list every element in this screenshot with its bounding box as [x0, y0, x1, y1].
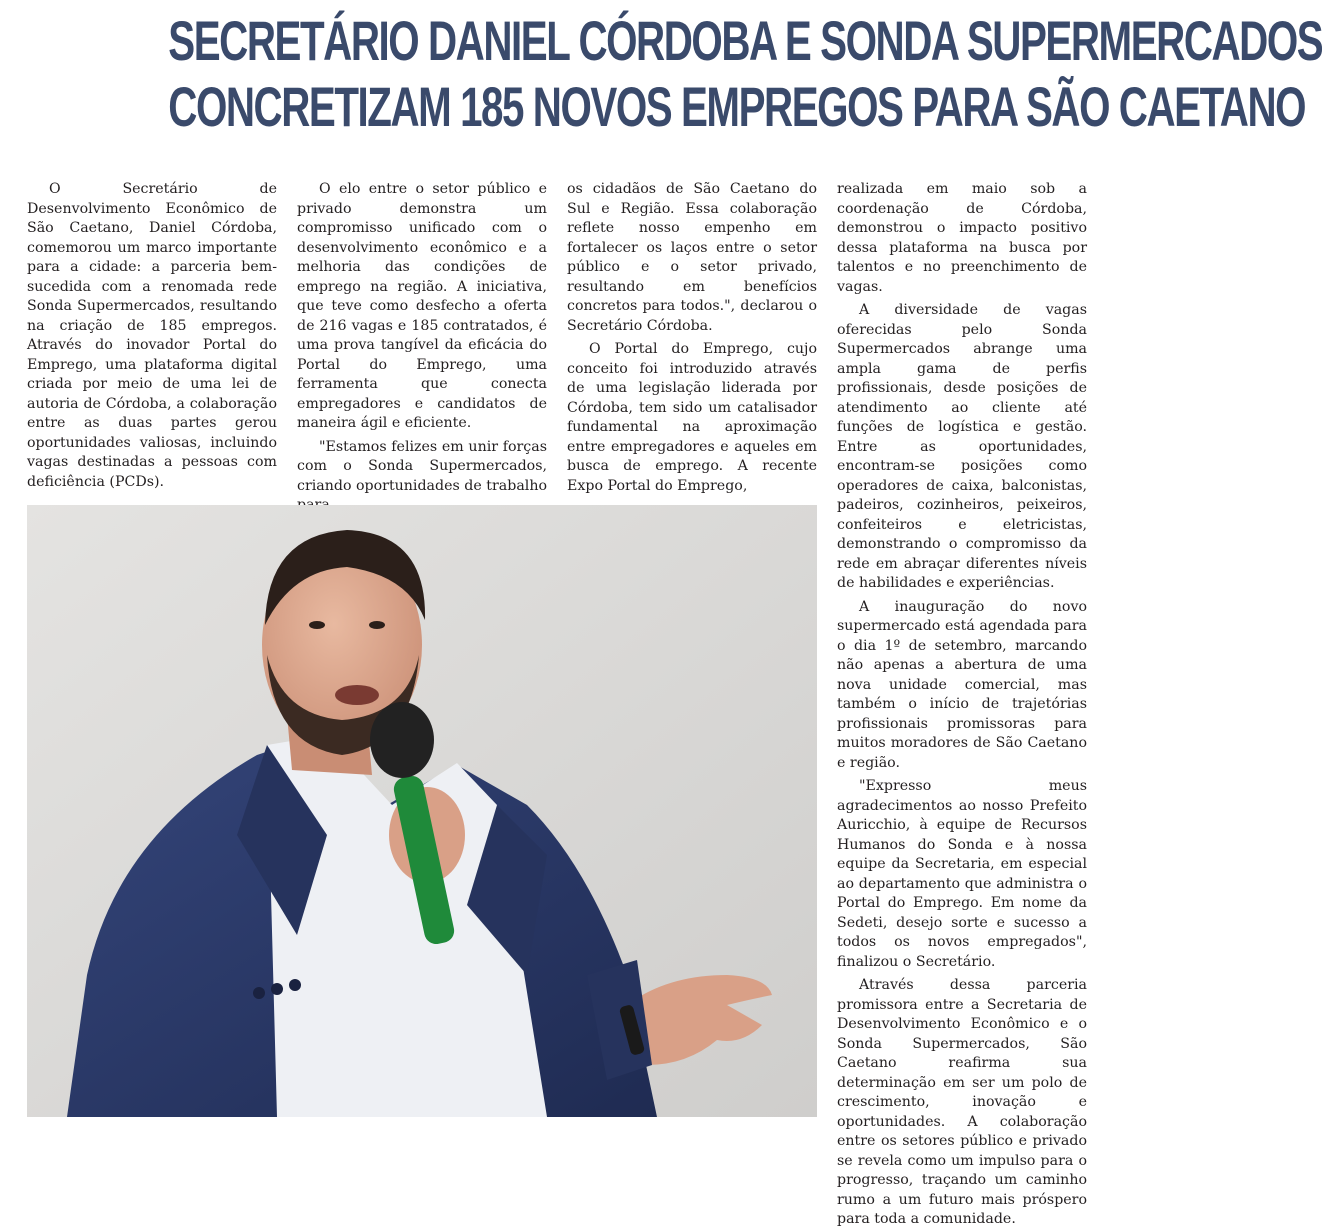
article-column-1 — [27, 180, 277, 492]
headline — [168, 8, 1322, 140]
paragraph: A diversidade de vagas oferecidas pelo Sonda Supermercados abrange uma ampla gama de perfis profissionais, desde posições de atendimento ao cliente até funções de logística e gestão. Entre as oportunidades, encontram-se posições como operadores de caixa, balconistas, padeiros, cozinheiros, peixeiros, confeiteiros e eletricistas, demonstrando o compromisso da rede em abraçar diferentes níveis de habilidades e experiências. — [837, 302, 1087, 591]
headline-line-2: CONCRETIZAM 185 NOVOS EMPREGOS PARA SÃO CAETANO — [168, 75, 1306, 138]
microphone-head — [370, 702, 434, 778]
paragraph: O Secretário de Desenvolvimento Econômico de São Caetano, Daniel Córdoba, comemorou um marco importante para a cidade: a parceria bem-sucedida com a renomada rede Sonda Supermercados, resultando na criação de 185 empregos. Através do inovador Portal do Emprego, uma plataforma digital criada por meio de uma lei de autoria de Córdoba, a colaboração entre as duas partes gerou oportunidades valiosas, incluindo vagas destinadas a pessoas com deficiência (PCDs). — [27, 181, 277, 490]
speaker-photo — [27, 505, 817, 1117]
article-column-4 — [837, 180, 1087, 1230]
paragraph: O Portal do Emprego, cujo conceito foi introduzido através de uma legislação liderada por Córdoba, tem sido um catalisador fundamental na aproximação entre empregadores e aqueles em busca de emprego. A recente Expo Portal do Emprego, — [567, 341, 817, 494]
headline-line-1: SECRETÁRIO DANIEL CÓRDOBA E SONDA SUPERMERCADOS — [168, 9, 1322, 72]
paragraph-continued: os cidadãos de São Caetano do Sul e Região. Essa colaboração reflete nosso empenho em fortalecer os laços entre o setor público e o setor privado, resultando em benefícios concretos para todos.", declarou o Secretário Córdoba. — [567, 181, 817, 334]
paragraph-continued: realizada em maio sob a coordenação de Córdoba, demonstrou o impacto positivo dessa plataforma na busca por talentos e no preenchimento de vagas. — [837, 181, 1087, 295]
paragraph: Através dessa parceria promissora entre a Secretaria de Desenvolvimento Econômico e o Sonda Supermercados, São Caetano reafirma sua determinação em ser um polo de crescimento, inovação e oportunidades. A colaboração entre os setores público e privado se revela como um impulso para o progresso, traçando um caminho rumo a um futuro mais próspero para toda a comunidade. — [837, 977, 1087, 1227]
paragraph: "Expresso meus agradecimentos ao nosso Prefeito Auricchio, à equipe de Recursos Humanos do Sonda e à nossa equipe da Secretaria, em especial ao departamento que administra o Portal do Emprego. Em nome da Sedeti, desejo sorte e sucesso a todos os novos empregados", finalizou o Secretário. — [837, 778, 1087, 970]
paragraph: "Estamos felizes em unir forças com o Sonda Supermercados, criando oportunidades de trabalho — [297, 438, 547, 494]
man-speaking-into-microphone-photo — [27, 505, 817, 1117]
article-column-3 — [567, 180, 817, 496]
paragraph: O elo entre o setor público e privado demonstra um compromisso unificado com o desenvolvimento econômico e a melhoria das condições de emprego na região. A iniciativa, que teve como desfecho a oferta de 216 vagas e 185 contratados, é uma prova tangível da eficácia do Portal do Emprego, uma ferramenta que conecta empregadores e candidatos de maneira ágil e eficiente. — [297, 181, 547, 431]
paragraph: A inauguração do novo supermercado está agendada para o dia 1º de setembro, marcando não apenas a abertura de uma nova unidade comercial, mas também o início de trajetórias profissionais promissoras para muitos moradores de São Caetano e região. — [837, 598, 1087, 771]
article-column-2 — [297, 180, 547, 516]
